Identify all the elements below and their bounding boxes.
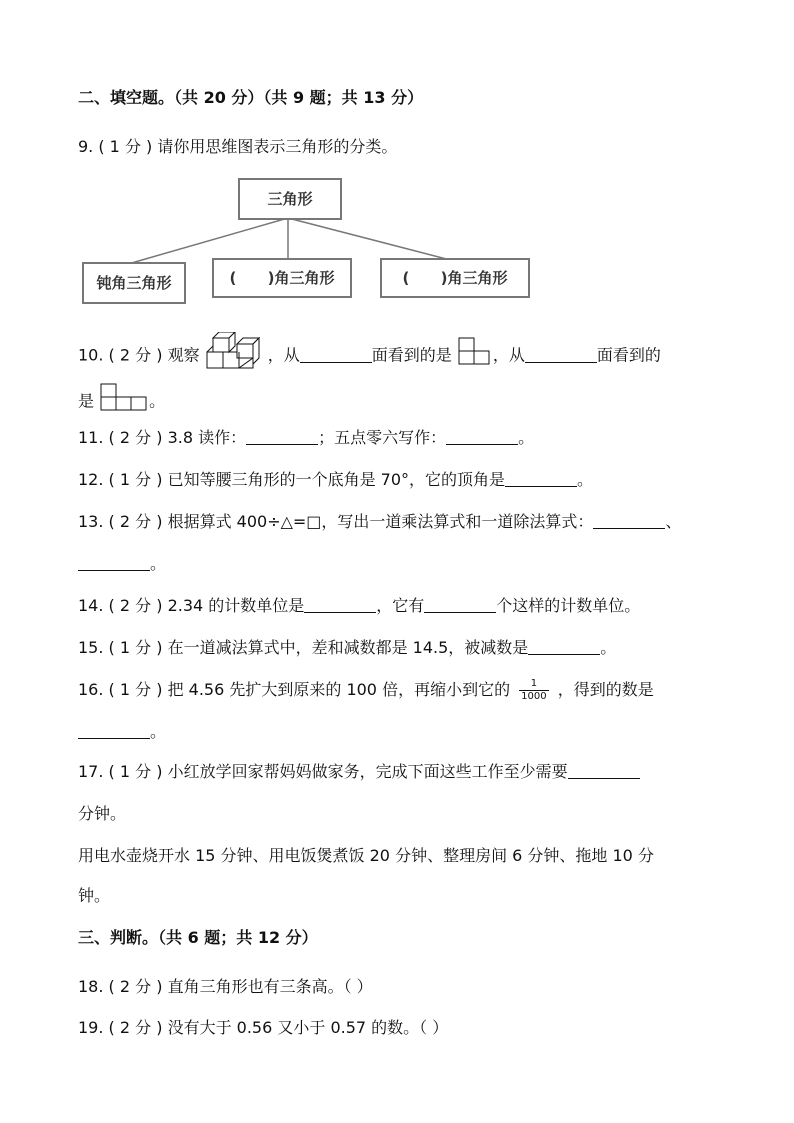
question-text: 。: [149, 391, 166, 411]
question-number: 17. ( 1 分 ): [78, 762, 163, 781]
question-number: 12. ( 1 分 ): [78, 470, 163, 489]
answer-blank[interactable]: [446, 428, 518, 445]
question-18: [78, 975, 373, 999]
question-number: 14. ( 2 分 ): [78, 596, 163, 615]
question-text: 。: [600, 638, 617, 657]
question-text: 小红放学回家帮妈妈做家务，完成下面这些工作至少需要: [167, 762, 568, 781]
question-text: ；五点零六写作：: [318, 428, 447, 447]
view-shape-two-squares-icon: [457, 336, 493, 376]
mindmap-child-blank-1: ( )角三角形: [212, 258, 352, 298]
cube-stack-figure-icon: [205, 332, 263, 380]
section-2-title: 二、填空题。（共 20 分）（共 9 题；共 13 分）: [78, 88, 424, 107]
question-text: 分钟。: [78, 804, 127, 823]
question-number: 19. ( 2 分 ): [78, 1018, 163, 1037]
question-11: [78, 426, 534, 450]
question-text: 3.8 读作：: [167, 428, 247, 447]
answer-blank[interactable]: [505, 470, 577, 487]
question-13-continued: [78, 552, 166, 576]
question-text: 个这样的计数单位。: [496, 596, 641, 615]
question-text: 。: [577, 470, 594, 489]
question-text: 。: [518, 428, 535, 447]
question-text: 在一道减法算式中，差和减数都是 14.5，被减数是: [167, 638, 529, 657]
question-text: 没有大于 0.56 又小于 0.57 的数。（ ）: [167, 1018, 449, 1037]
question-10: [78, 332, 661, 380]
question-text: 面看到的: [596, 345, 661, 365]
question-text: 是: [78, 391, 95, 411]
fraction-numerator: 1: [519, 678, 548, 691]
question-text: ，从: [267, 345, 300, 365]
question-17-continued: [78, 802, 126, 826]
question-17-detail-continued: [78, 884, 110, 908]
answer-blank[interactable]: [300, 346, 372, 363]
question-text: 已知等腰三角形的一个底角是 70°，它的顶角是: [167, 470, 506, 489]
answer-blank[interactable]: [78, 554, 150, 571]
question-text: 、: [665, 512, 682, 531]
question-17: [78, 760, 640, 784]
question-16-continued: [78, 720, 166, 744]
view-shape-three-squares-icon: [99, 382, 149, 422]
question-number: 18. ( 2 分 ): [78, 977, 163, 996]
question-number: 11. ( 2 分 ): [78, 428, 163, 447]
question-text: 用电水壶烧开水 15 分钟、用电饭煲煮饭 20 分钟、整理房间 6 分钟、拖地 10 分: [78, 846, 654, 865]
question-text: ，从: [492, 345, 525, 365]
triangle-classification-mindmap: [78, 176, 538, 306]
answer-blank[interactable]: [568, 762, 640, 779]
mindmap-child-obtuse: 钝角三角形: [82, 262, 186, 304]
question-14: [78, 594, 640, 618]
answer-blank[interactable]: [528, 638, 600, 655]
question-9: [78, 135, 397, 159]
question-17-detail: [78, 844, 654, 868]
question-text: 。: [150, 722, 167, 741]
answer-blank[interactable]: [78, 722, 150, 739]
question-text: 面看到的是: [371, 345, 452, 365]
answer-blank[interactable]: [424, 596, 496, 613]
fraction-denominator: 1000: [521, 691, 547, 702]
question-number: 10. ( 2 分 ): [78, 345, 163, 365]
question-text: ，得到的数是: [557, 680, 654, 699]
question-13: [78, 510, 681, 534]
question-text: 观察: [167, 345, 200, 365]
question-19: [78, 1016, 448, 1040]
question-number: 15. ( 1 分 ): [78, 638, 163, 657]
question-number: 13. ( 2 分 ): [78, 512, 163, 531]
question-number: 9. ( 1 分 ): [78, 137, 153, 156]
mindmap-child-blank-2: ( )角三角形: [380, 258, 530, 298]
question-10-continued: [78, 382, 165, 422]
question-number: 16. ( 1 分 ): [78, 680, 163, 699]
question-12: [78, 468, 593, 492]
question-text: 直角三角形也有三条高。（ ）: [167, 977, 373, 996]
question-text: 。: [150, 554, 167, 573]
answer-blank[interactable]: [525, 346, 597, 363]
section-3-title: 三、判断。（共 6 题；共 12 分）: [78, 928, 318, 947]
question-16: [78, 676, 654, 704]
answer-blank[interactable]: [304, 596, 376, 613]
question-text: ，它有: [376, 596, 425, 615]
question-text: 根据算式 400÷△=□，写出一道乘法算式和一道除法算式：: [167, 512, 594, 531]
question-15: [78, 636, 616, 660]
question-text: 把 4.56 先扩大到原来的 100 倍，再缩小到它的: [167, 680, 511, 699]
question-text: 请你用思维图表示三角形的分类。: [157, 137, 398, 156]
mindmap-root: 三角形: [238, 178, 342, 220]
question-text: 2.34 的计数单位是: [167, 596, 305, 615]
fraction: [519, 678, 548, 703]
answer-blank[interactable]: [593, 512, 665, 529]
question-text: 钟。: [78, 886, 111, 905]
answer-blank[interactable]: [246, 428, 318, 445]
